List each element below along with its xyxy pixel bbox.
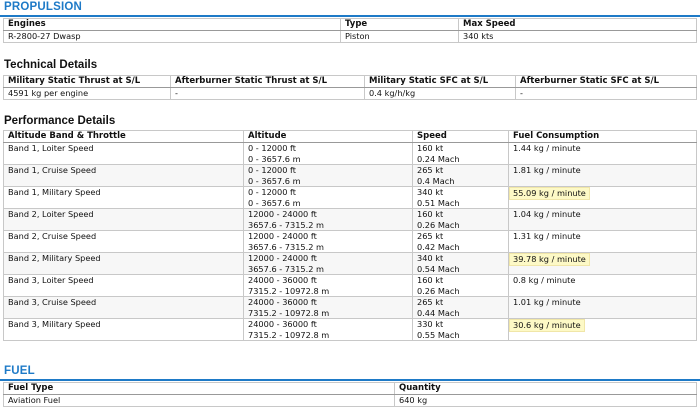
speed-knots: 265 kt: [417, 231, 444, 241]
altitude-feet: 0 - 12000 ft: [248, 165, 296, 175]
table-header-row: [4, 383, 697, 395]
band-label: Band 2, Military Speed: [8, 253, 101, 263]
afterburner-sfc: -: [516, 88, 697, 100]
altitude-meters: 7315.2 - 10972.8 m: [248, 329, 330, 340]
table-row: [4, 253, 697, 275]
speed-knots: 160 kt: [417, 143, 444, 153]
band-label: Band 1, Cruise Speed: [8, 165, 97, 175]
altitude-band-throttle: [4, 319, 244, 341]
fuel-consumption-value: 39.78 kg / minute: [509, 253, 590, 266]
speed-knots: 160 kt: [417, 275, 444, 285]
speed-cell: [413, 231, 509, 253]
altitude-cell: [244, 319, 413, 341]
max-speed: 340 kts: [459, 31, 697, 43]
altitude-feet: 24000 - 36000 ft: [248, 275, 317, 285]
column-header: Speed: [413, 131, 509, 143]
speed-knots: 265 kt: [417, 165, 444, 175]
band-label: Band 2, Cruise Speed: [8, 231, 97, 241]
altitude-band-throttle: [4, 297, 244, 319]
table-row: [4, 143, 697, 165]
column-header: Engines: [4, 19, 341, 31]
altitude-band-throttle: [4, 165, 244, 187]
speed-cell: [413, 319, 509, 341]
altitude-cell: [244, 253, 413, 275]
fuel-consumption-cell: [509, 143, 697, 165]
afterburner-thrust: -: [171, 88, 365, 100]
speed-knots: 340 kt: [417, 187, 444, 197]
table-row: [4, 31, 697, 43]
fuel-consumption-cell: [509, 297, 697, 319]
altitude-feet: 24000 - 36000 ft: [248, 297, 317, 307]
military-thrust: 4591 kg per engine: [4, 88, 171, 100]
speed-mach: 0.55 Mach: [417, 329, 460, 340]
speed-mach: 0.51 Mach: [417, 197, 460, 208]
fuel-consumption-value: 1.01 kg / minute: [513, 297, 581, 307]
table-row: [4, 165, 697, 187]
performance-table: [3, 130, 697, 341]
altitude-meters: 3657.6 - 7315.2 m: [248, 263, 325, 274]
altitude-cell: [244, 187, 413, 209]
column-header: Afterburner Static SFC at S/L: [516, 76, 697, 88]
speed-mach: 0.54 Mach: [417, 263, 460, 274]
fuel-type: Aviation Fuel: [4, 395, 395, 407]
table-row: [4, 231, 697, 253]
column-header: Military Static SFC at S/L: [365, 76, 516, 88]
table-row: [4, 209, 697, 231]
table-row: [4, 187, 697, 209]
fuel-consumption-value: 55.09 kg / minute: [509, 187, 590, 200]
speed-cell: [413, 275, 509, 297]
propulsion-rule: [0, 15, 700, 17]
technical-details-title: Technical Details: [4, 59, 98, 71]
altitude-meters: 0 - 3657.6 m: [248, 175, 301, 186]
fuel-consumption-cell: [509, 165, 697, 187]
table-row: [4, 297, 697, 319]
altitude-band-throttle: [4, 253, 244, 275]
altitude-meters: 0 - 3657.6 m: [248, 197, 301, 208]
altitude-band-throttle: [4, 209, 244, 231]
altitude-cell: [244, 231, 413, 253]
altitude-feet: 0 - 12000 ft: [248, 187, 296, 197]
band-label: Band 3, Military Speed: [8, 319, 101, 329]
speed-cell: [413, 187, 509, 209]
performance-details-title: Performance Details: [4, 115, 116, 127]
speed-mach: 0.4 Mach: [417, 175, 455, 186]
altitude-meters: 3657.6 - 7315.2 m: [248, 241, 325, 252]
fuel-rule: [0, 379, 700, 381]
table-header-row: [4, 131, 697, 143]
fuel-consumption-cell: [509, 253, 697, 275]
altitude-cell: [244, 143, 413, 165]
column-header: Military Static Thrust at S/L: [4, 76, 171, 88]
altitude-band-throttle: [4, 143, 244, 165]
altitude-band-throttle: [4, 275, 244, 297]
engine-type: Piston: [341, 31, 459, 43]
column-header: Quantity: [395, 383, 697, 395]
fuel-consumption-value: 30.6 kg / minute: [509, 319, 585, 332]
altitude-band-throttle: [4, 187, 244, 209]
band-label: Band 3, Cruise Speed: [8, 297, 97, 307]
column-header: Altitude Band & Throttle: [4, 131, 244, 143]
fuel-consumption-value: 1.04 kg / minute: [513, 209, 581, 219]
band-label: Band 2, Loiter Speed: [8, 209, 94, 219]
band-label: Band 1, Loiter Speed: [8, 143, 94, 153]
column-header: Max Speed: [459, 19, 697, 31]
band-label: Band 1, Military Speed: [8, 187, 101, 197]
fuel-title: FUEL: [4, 365, 35, 377]
altitude-cell: [244, 297, 413, 319]
table-row: [4, 319, 697, 341]
table-header-row: [4, 19, 697, 31]
column-header: Fuel Type: [4, 383, 395, 395]
speed-mach: 0.26 Mach: [417, 219, 460, 230]
column-header: Afterburner Static Thrust at S/L: [171, 76, 365, 88]
altitude-feet: 12000 - 24000 ft: [248, 209, 317, 219]
table-row: [4, 275, 697, 297]
altitude-band-throttle: [4, 231, 244, 253]
column-header: Type: [341, 19, 459, 31]
table-header-row: [4, 76, 697, 88]
fuel-consumption-cell: [509, 187, 697, 209]
technical-details-table: [3, 75, 697, 100]
altitude-feet: 0 - 12000 ft: [248, 143, 296, 153]
fuel-consumption-cell: [509, 231, 697, 253]
speed-mach: 0.44 Mach: [417, 307, 460, 318]
speed-knots: 340 kt: [417, 253, 444, 263]
speed-mach: 0.26 Mach: [417, 285, 460, 296]
altitude-cell: [244, 165, 413, 187]
speed-mach: 0.24 Mach: [417, 153, 460, 164]
fuel-consumption-value: 1.81 kg / minute: [513, 165, 581, 175]
fuel-consumption-value: 0.8 kg / minute: [513, 275, 576, 285]
military-sfc: 0.4 kg/h/kg: [365, 88, 516, 100]
speed-mach: 0.42 Mach: [417, 241, 460, 252]
fuel-consumption-cell: [509, 319, 697, 341]
altitude-feet: 12000 - 24000 ft: [248, 253, 317, 263]
speed-cell: [413, 297, 509, 319]
speed-cell: [413, 143, 509, 165]
engine-name: R-2800-27 Dwasp: [4, 31, 341, 43]
altitude-meters: 3657.6 - 7315.2 m: [248, 219, 325, 230]
altitude-cell: [244, 275, 413, 297]
propulsion-table: [3, 18, 697, 43]
speed-knots: 160 kt: [417, 209, 444, 219]
band-label: Band 3, Loiter Speed: [8, 275, 94, 285]
altitude-meters: 7315.2 - 10972.8 m: [248, 285, 330, 296]
fuel-consumption-cell: [509, 275, 697, 297]
speed-knots: 265 kt: [417, 297, 444, 307]
speed-cell: [413, 209, 509, 231]
table-row: [4, 395, 697, 407]
speed-cell: [413, 165, 509, 187]
fuel-table: [3, 382, 697, 407]
fuel-consumption-value: 1.31 kg / minute: [513, 231, 581, 241]
fuel-quantity: 640 kg: [395, 395, 697, 407]
speed-cell: [413, 253, 509, 275]
column-header: Fuel Consumption: [509, 131, 697, 143]
column-header: Altitude: [244, 131, 413, 143]
fuel-consumption-cell: [509, 209, 697, 231]
table-row: [4, 88, 697, 100]
altitude-cell: [244, 209, 413, 231]
propulsion-title: PROPULSION: [4, 1, 83, 13]
fuel-consumption-value: 1.44 kg / minute: [513, 143, 581, 153]
altitude-feet: 12000 - 24000 ft: [248, 231, 317, 241]
altitude-feet: 24000 - 36000 ft: [248, 319, 317, 329]
altitude-meters: 0 - 3657.6 m: [248, 153, 301, 164]
altitude-meters: 7315.2 - 10972.8 m: [248, 307, 330, 318]
speed-knots: 330 kt: [417, 319, 444, 329]
